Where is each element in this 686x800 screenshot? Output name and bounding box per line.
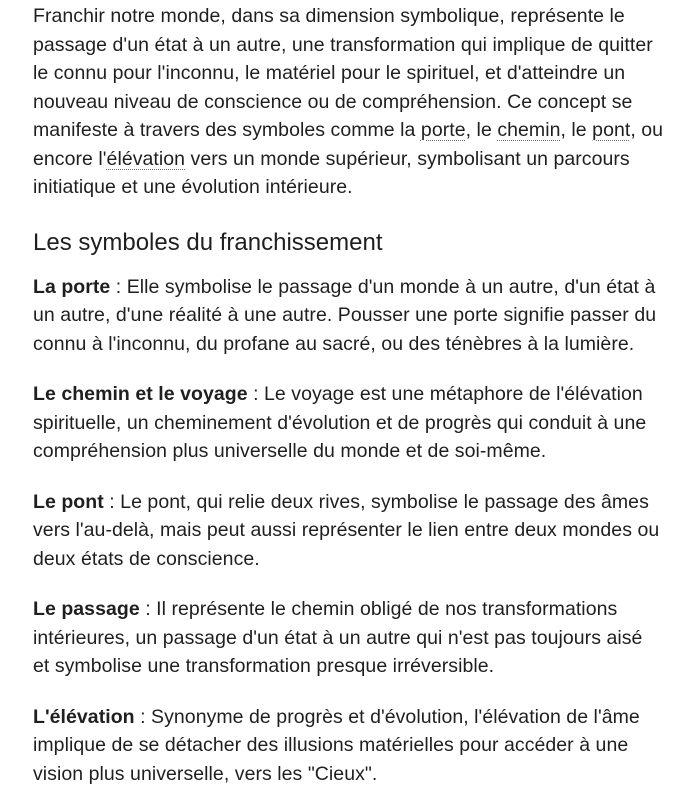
intro-text-3: , le — [560, 119, 593, 141]
link-pont[interactable]: pont — [592, 119, 631, 141]
symbol-description: : Il représente le chemin obligé de nos transformations intérieures, un passage d'un état à un autre qui n'est pas toujours aisé et symbolise une transformation presque irréversible. — [33, 598, 643, 677]
symbol-item-porte — [33, 273, 664, 359]
symbol-description: : Synonyme de progrès et d'évolution, l'élévation de l'âme implique de se détacher des illusions matérielles pour accéder à une vision plus universelle, vers les "Cieux". — [33, 705, 640, 785]
symbol-item-pont — [33, 488, 664, 574]
intro-text-1: Franchir notre monde, dans sa dimension symbolique, représente le passage d'un état à un autre, une transformation qui implique de quitter le connu pour l'inconnu, le matériel pour le spirituel, et d'atteindre un nouveau niveau de conscience ou de compréhension. Ce concept se manifeste à travers des symboles comme la — [33, 5, 653, 141]
symbol-description: : Le pont, qui relie deux rives, symbolise le passage des âmes vers l'au-delà, mais peut aussi représenter le lien entre deux mondes ou deux états de conscience. — [33, 490, 660, 570]
intro-text-4: , ou encore l' — [33, 119, 664, 170]
symbol-term: Le passage — [33, 598, 140, 620]
link-porte[interactable]: porte — [420, 119, 466, 141]
link-elevation[interactable]: élévation — [106, 147, 186, 170]
symbol-description: : Elle symbolise le passage d'un monde à un autre, d'un état à un autre, d'une réalité à une autre. Pousser une porte signifie passer du connu à l'inconnu, du profane au sacré, ou des ténèbres à la lumière. — [33, 275, 657, 355]
section-heading: Les symboles du franchissement — [33, 228, 383, 256]
symbol-term: L'élévation — [33, 705, 135, 728]
intro-paragraph — [33, 2, 664, 202]
intro-text-5: vers un monde supérieur, symbolisant un parcours initiatique et une évolution intérieure. — [33, 147, 630, 198]
symbol-item-chemin — [33, 380, 664, 466]
link-chemin[interactable]: chemin — [497, 119, 561, 141]
symbol-item-elevation — [33, 703, 664, 789]
symbol-description: : Le voyage est une métaphore de l'élévation spirituelle, un cheminement d'évolution et de progrès qui conduit à une compréhension plus universelle du monde et de soi-même. — [33, 383, 647, 462]
intro-text-2: , le — [465, 119, 498, 141]
symbol-item-passage — [33, 595, 664, 681]
symbol-term: Le chemin et le voyage — [33, 383, 248, 405]
symbol-term: Le pont — [33, 490, 104, 513]
symbol-term: La porte — [33, 275, 111, 298]
